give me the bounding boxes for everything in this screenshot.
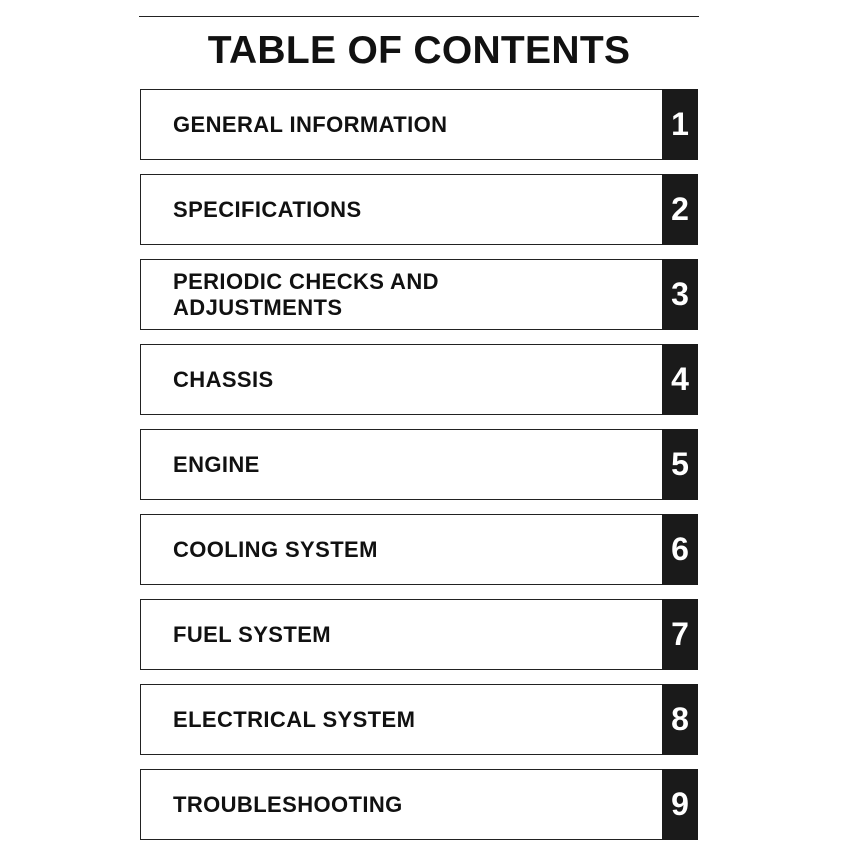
toc-list bbox=[140, 89, 700, 854]
chapter-tab[interactable]: 3 bbox=[662, 259, 698, 330]
toc-entry-fuel-system[interactable] bbox=[140, 599, 698, 670]
toc-entry-general-information[interactable] bbox=[140, 89, 698, 160]
toc-entry-chassis[interactable] bbox=[140, 344, 698, 415]
toc-entry-periodic-checks[interactable] bbox=[140, 259, 698, 330]
chapter-tab[interactable]: 8 bbox=[662, 684, 698, 755]
toc-entry-troubleshooting[interactable] bbox=[140, 769, 698, 840]
toc-entry-box bbox=[140, 174, 662, 245]
toc-entry-specifications[interactable] bbox=[140, 174, 698, 245]
toc-entry-engine[interactable] bbox=[140, 429, 698, 500]
toc-entry-label: CHASSIS bbox=[173, 366, 274, 392]
toc-entry-box bbox=[140, 259, 662, 330]
toc-entry-box bbox=[140, 429, 662, 500]
top-divider bbox=[139, 16, 699, 17]
toc-entry-label: TROUBLESHOOTING bbox=[173, 791, 403, 817]
toc-entry-label: GENERAL INFORMATION bbox=[173, 111, 448, 137]
page-title: TABLE OF CONTENTS bbox=[207, 29, 631, 72]
toc-entry-cooling-system[interactable] bbox=[140, 514, 698, 585]
chapter-tab[interactable]: 7 bbox=[662, 599, 698, 670]
chapter-tab[interactable]: 2 bbox=[662, 174, 698, 245]
toc-entry-box bbox=[140, 769, 662, 840]
toc-entry-label: ELECTRICAL SYSTEM bbox=[173, 706, 416, 732]
toc-entry-electrical-system[interactable] bbox=[140, 684, 698, 755]
toc-entry-box bbox=[140, 514, 662, 585]
toc-entry-label: COOLING SYSTEM bbox=[173, 536, 378, 562]
toc-entry-label: FUEL SYSTEM bbox=[173, 621, 332, 647]
toc-entry-box bbox=[140, 344, 662, 415]
chapter-tab[interactable]: 9 bbox=[662, 769, 698, 840]
toc-entry-box bbox=[140, 89, 662, 160]
chapter-tab[interactable]: 5 bbox=[662, 429, 698, 500]
toc-entry-box bbox=[140, 684, 662, 755]
toc-entry-label: SPECIFICATIONS bbox=[173, 196, 362, 222]
chapter-tab[interactable]: 6 bbox=[662, 514, 698, 585]
chapter-tab[interactable]: 4 bbox=[662, 344, 698, 415]
chapter-tab[interactable]: 1 bbox=[662, 89, 698, 160]
toc-entry-label: ENGINE bbox=[173, 451, 260, 477]
toc-entry-label: PERIODIC CHECKS AND ADJUSTMENTS bbox=[173, 268, 439, 320]
toc-entry-box bbox=[140, 599, 662, 670]
